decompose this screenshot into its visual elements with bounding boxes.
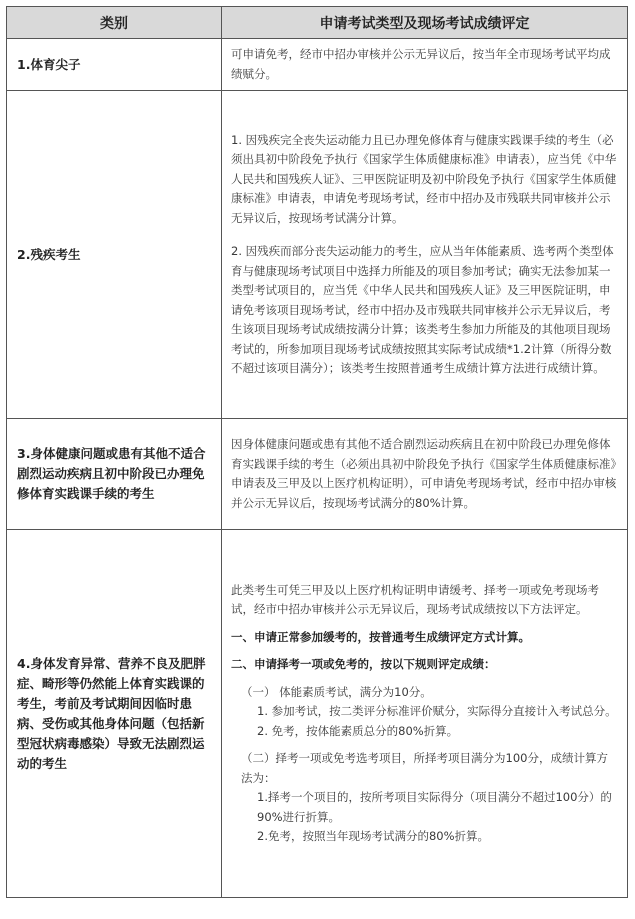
row-category: 3.身体健康问题或患有其他不适合剧烈运动疾病且初中阶段已办理免修体育实践课手续的考生 [7, 419, 222, 530]
list-item: 1. 参加考试，按二类评分标准评价赋分，实际得分直接计入考试总分。 [257, 704, 617, 718]
row-description [222, 530, 628, 898]
list-item: 1.择考一个项目的，按所考项目实际得分（项目满分不超过100分）的90%进行折算。 [257, 790, 612, 824]
subsection-title: （一） 体能素质考试，满分为10分。 [241, 684, 432, 699]
list-item: 2.免考，按照当年现场考试满分的80%折算。 [257, 829, 490, 843]
header-exam-type: 申请考试类型及现场考试成绩评定 [222, 7, 628, 39]
row-category: 2.残疾考生 [7, 91, 222, 419]
table-header-row [7, 7, 628, 39]
policy-table [6, 6, 628, 898]
row-description: 可申请免考，经市中招办审核并公示无异议后，按当年全市现场考试平均成绩赋分。 [222, 39, 628, 91]
paragraph: 此类考生可凭三甲及以上医疗机构证明申请缓考、择考一项或免考现场考试，经市中招办审核并公示无异议后，现场考试成绩按以下方法评定。 [231, 582, 599, 616]
list-item: 2. 免考，按体能素质总分的80%折算。 [257, 723, 459, 738]
table-row [7, 91, 628, 419]
section-heading: 二、申请择考一项或免考的，按以下规则评定成绩： [231, 657, 496, 671]
section-heading: 一、申请正常参加缓考的，按普通考生成绩评定方式计算。 [231, 629, 530, 644]
header-category: 类别 [7, 7, 222, 39]
row-category: 4.身体发育异常、营养不良及肥胖症、畸形等仍然能上体育实践课的考生，考前及考试期间因临时患病、受伤或其他身体问题（包括新型冠状病毒感染）导致无法剧烈运动的考生 [7, 530, 222, 898]
subsection-title: （二）择考一项或免考选考项目，所择考项目满分为100分，成绩计算方法为： [241, 751, 608, 785]
table-row [7, 530, 628, 898]
table-row [7, 419, 628, 530]
row-description [222, 91, 628, 419]
row-category: 1.体育尖子 [7, 39, 222, 91]
table-row [7, 39, 628, 91]
paragraph: 2. 因残疾而部分丧失运动能力的考生，应从当年体能素质、选考两个类型体育与健康现场考试项目中选择力所能及的项目参加考试；确实无法参加某一类型考试项目的，应当凭《中华人民共和国残疾人证》及三甲医院证明，申请免考该项目现场考试，经市中招办及市残联共同审核并公示无异议后，考生该项目现场考试成绩按满分计算；该类考生参加力所能及的其他项目现场考试的，所参加项目现场考试成绩按照其实际考试成绩*1.2计算（所得分数不超过该项目满分）；该类考生按照普通考生成绩计算方法进行成绩计算。 [231, 244, 614, 375]
paragraph: 1. 因残疾完全丧失运动能力且已办理免修体育与健康实践课手续的考生（必须出具初中阶段免予执行《国家学生体质健康标准》申请表），应当凭《中华人民共和国残疾人证》、三甲医院证明及初中阶段免予执行《国家学生体质健康标准》申请表，申请免考现场考试，经市中招办及市残联共同审核并公示无异议后，按现场考试满分计算。 [231, 132, 617, 225]
row-description: 因身体健康问题或患有其他不适合剧烈运动疾病且在初中阶段已办理免修体育实践课手续的考生（必须出具初中阶段免予执行《国家学生体质健康标准》申请表及三甲及以上医疗机构证明），可申请免考现场考试，经市中招办审核并公示无异议后，按现场考试满分的80%计算。 [222, 419, 628, 530]
